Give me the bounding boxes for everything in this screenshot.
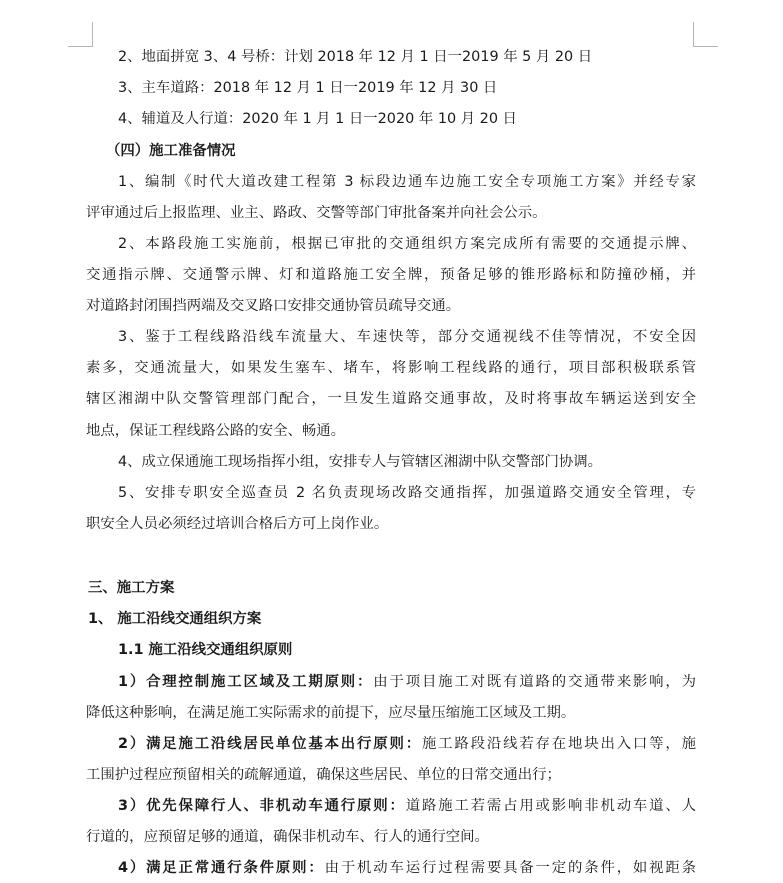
principle-title: 4）满足正常通行条件原则： [118, 860, 325, 876]
principle-line [118, 858, 696, 878]
principle-line [118, 672, 696, 692]
section-heading-traffic-organization: 1、 施工沿线交通组织方案 [88, 611, 262, 627]
top-right-margin-mark [693, 22, 718, 47]
paragraph-line: 交通指示牌、交通警示牌、灯和道路施工安全牌，预备足够的锥形路标和防撞砂桶，并 [86, 267, 696, 283]
schedule-line-3: 3、主车道路：2018 年 12 月 1 日一2019 年 12 月 30 日 [118, 80, 498, 96]
paragraph-line: 行道的，应预留足够的通道，确保非机动车、行人的通行空间。 [86, 829, 489, 845]
schedule-line-4: 4、辅道及人行道：2020 年 1 月 1 日一2020 年 10 月 20 日 [118, 111, 517, 127]
section-heading-preparation: （四）施工准备情况 [106, 143, 236, 159]
chapter-heading-construction-plan: 三、施工方案 [88, 580, 175, 596]
top-left-margin-mark [68, 22, 93, 47]
principle-title: 3）优先保障行人、非机动车通行原则： [118, 798, 406, 814]
principle-text: 施工路段沿线若存在地块出入口等，施 [421, 736, 696, 752]
paragraph-line: 地点，保证工程线路公路的安全、畅通。 [86, 423, 346, 439]
paragraph-line: 职安全人员必须经过培训合格后方可上岗作业。 [86, 516, 389, 532]
principle-text: 由于机动车运行过程需要具备一定的条件，如视距条 [324, 860, 696, 876]
paragraph-line: 1、编制《时代大道改建工程第 3 标段边通车边施工安全专项施工方案》并经专家 [118, 174, 696, 190]
principle-title: 2）满足施工沿线居民单位基本出行原则： [118, 736, 422, 752]
schedule-line-2: 2、地面拼宽 3、4 号桥：计划 2018 年 12 月 1 日一2019 年 5 月 20 日 [118, 49, 593, 65]
subsection-heading-principles: 1.1 施工沿线交通组织原则 [118, 642, 293, 658]
principle-text: 道路施工若需占用或影响非机动车道、人 [405, 798, 696, 814]
paragraph-line: 素多，交通流量大，如果发生塞车、堵车，将影响工程线路的通行，项目部积极联系管 [86, 360, 696, 376]
paragraph-line: 对道路封闭围挡两端及交叉路口安排交通协管员疏导交通。 [86, 298, 461, 314]
principle-text: 由于项目施工对既有道路的交通带来影响，为 [373, 674, 696, 690]
paragraph-line: 降低这种影响，在满足施工实际需求的前提下，应尽量压缩施工区域及工期。 [86, 705, 576, 721]
principle-line [118, 796, 696, 816]
paragraph-line: 评审通过后上报监理、业主、路政、交警等部门审批备案并向社会公示。 [86, 205, 547, 221]
paragraph-line: 辖区湘湖中队交警管理部门配合，一旦发生道路交通事故，及时将事故车辆运送到安全 [86, 391, 696, 407]
paragraph-line: 4、成立保通施工现场指挥小组，安排专人与管辖区湘湖中队交警部门协调。 [118, 454, 603, 470]
paragraph-line: 3、鉴于工程线路沿线车流量大、车速快等，部分交通视线不佳等情况，不安全因 [118, 329, 696, 345]
principle-title: 1）合理控制施工区域及工期原则： [118, 674, 374, 690]
principle-line [118, 734, 696, 754]
paragraph-line: 2、本路段施工实施前，根据已审批的交通组织方案完成所有需要的交通提示牌、 [118, 236, 696, 252]
paragraph-line: 工围护过程应预留相关的疏解通道，确保这些居民、单位的日常交通出行； [86, 767, 561, 783]
paragraph-line: 5、安排专职安全巡查员 2 名负责现场改路交通指挥，加强道路交通安全管理，专 [118, 485, 696, 501]
